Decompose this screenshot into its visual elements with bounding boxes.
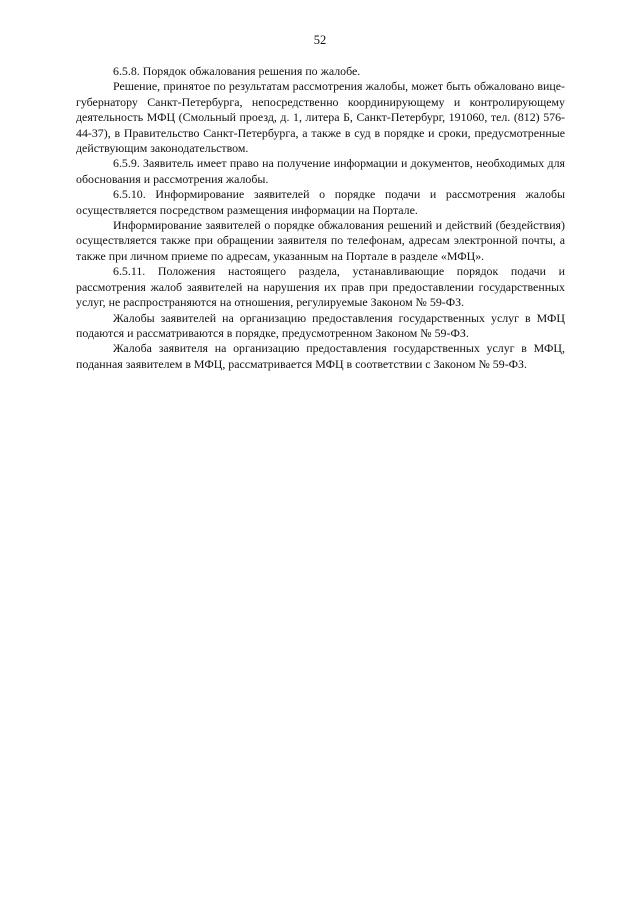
paragraph-6-5-11: 6.5.11. Положения настоящего раздела, устанавливающие порядок подачи и рассмотрения жалоб заявителей на нарушения их прав при предоставлении государственных услуг, не распространяются на отношения, регулируемые Законом № 59-ФЗ. (76, 264, 565, 310)
paragraph-6-5-10: 6.5.10. Информирование заявителей о порядке подачи и рассмотрения жалобы осуществляется посредством размещения информации на Портале. (76, 187, 565, 217)
paragraph-appeal-decision: Решение, принятое по результатам рассмотрения жалобы, может быть обжаловано вице-губернатору Санкт-Петербурга, непосредственно координирующему и контролирующему деятельность МФЦ (Смольный проезд, д. 1, литера Б, Санкт-Петербург, 191060, тел. (812) 576-44-37), в Правительство Санкт-Петербурга, а также в суд в порядке и сроки, предусмотренные действующим законодательством. (76, 79, 565, 156)
page-number: 52 (313, 33, 327, 47)
paragraph-complaints-mfc: Жалобы заявителей на организацию предоставления государственных услуг в МФЦ подаются и рассматриваются в порядке, предусмотренном Законом № 59-ФЗ. (76, 310, 565, 340)
paragraph-complaint-review: Жалоба заявителя на организацию предоставления государственных услуг в МФЦ, поданная заявителем в МФЦ, рассматривается МФЦ в соответствии с Законом № 59-ФЗ. (76, 341, 565, 371)
document-body (76, 64, 565, 372)
paragraph-6-5-8: 6.5.8. Порядок обжалования решения по жалобе. (113, 64, 361, 78)
paragraph-informing-applicants: Информирование заявителей о порядке обжалования решений и действий (бездействия) осуществляется также при обращении заявителя по телефонам, адресам электронной почты, а также при личном приеме по адресам, указанным на Портале в разделе «МФЦ». (76, 218, 565, 263)
paragraph-6-5-9: 6.5.9. Заявитель имеет право на получение информации и документов, необходимых для обоснования и рассмотрения жалобы. (76, 156, 565, 186)
